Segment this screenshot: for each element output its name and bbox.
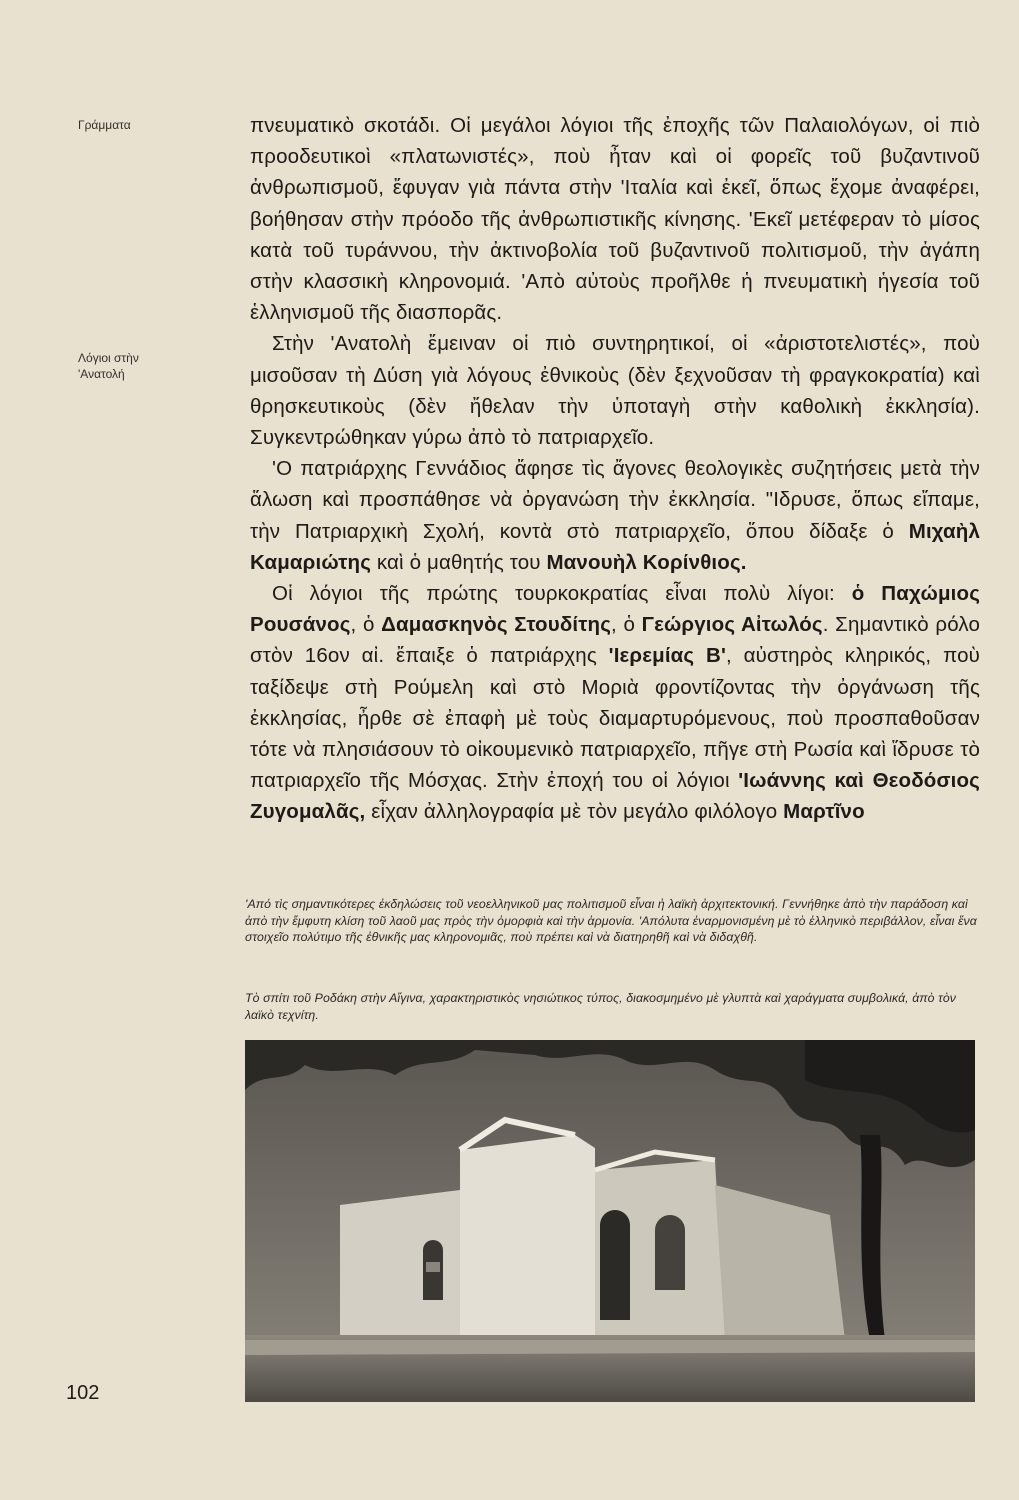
paragraph [250, 328, 980, 453]
text-segment: . Σημαντικὸ ρόλο στὸν 16ον αἰ. ἔπαιξε ὁ πατριάρχης [250, 613, 980, 668]
bold-name: Μανουὴλ Κορίνθιος. [546, 550, 747, 574]
bold-name: Μιχαὴλ Καμαριώτης [250, 519, 980, 574]
house-photo-drawing [245, 1040, 975, 1402]
text-segment: καὶ ὁ μαθητής του [371, 550, 547, 574]
photo-caption: Τὸ σπίτι τοῦ Ροδάκη στὴν Αἴγινα, χαρακτηριστικὸς νησιώτικος τύπος, διακοσμημένο μὲ γλυπτὰ καὶ χαράγματα συμβολικά, ἀπὸ τὸν λαϊκὸ τεχνίτη. [245, 991, 957, 1022]
bold-name: Γεώργιος Αἰτωλός [641, 613, 823, 637]
footnote: 'Από τὶς σημαντικότερες ἐκδηλώσεις τοῦ νεοελληνικοῦ μας πολιτισμοῦ εἶναι ἡ λαϊκὴ ἀρχιτεκτονική. Γεννήθηκε ἀπὸ τὴν παράδοση καὶ ἀπὸ τὴν ἔμφυτη κλίση τοῦ λαοῦ μας πρὸς τὴν ὁμορφιὰ καὶ τὴν ἁρμονία. 'Απόλυτα ἐναρμονισμένη μὲ τὸ ἑλληνικὸ περιβάλλον, εἶναι ἕνα στοιχεῖο πολύτιμο τῆς ἐθνικῆς μας κληρονομιᾶς, ποὺ πρέπει καὶ νὰ διατηρηθῆ καὶ νὰ διδαχθῆ. [245, 897, 977, 944]
text-segment: , ὁ [350, 613, 382, 637]
margin-note-logioi-line1: Λόγιοι στὴν [78, 351, 139, 365]
paragraph [250, 578, 980, 828]
house-photograph [245, 1040, 975, 1402]
margin-note-logioi [78, 350, 198, 382]
text-segment: , αὐστηρὸς κληρικός, ποὺ ταξίδεψε στὴ Ρούμελη καὶ στὸ Μοριὰ φροντίζοντας τὴν ὀργάνωση τῆς ἐκκλησίας, ἦρθε σὲ ἐπαφὴ μὲ τοὺς διαμαρτυρόμενους, ποὺ προσπαθοῦσαν τότε νὰ πλησιάσουν τὸ οἰκουμενικὸ πατριαρχεῖο, πῆγε στὴ Ρωσία καὶ ἵδρυσε τὸ πατριαρχεῖο τῆς Μόσχας. Στὴν ἐποχή του οἱ λόγιοι [250, 644, 981, 793]
margin-note-logioi-line2: 'Ανατολή [78, 367, 125, 381]
text-segment: , ὁ [611, 613, 642, 637]
text-segment: Στὴν 'Ανατολὴ ἔμειναν οἱ πιὸ συντηρητικοί, οἱ «ἀριστοτελιστές», ποὺ μισοῦσαν τὴ Δύση γιὰ λόγους ἐθνικοὺς (δὲν ξεχνοῦσαν τὴ φραγκοκρατία) καὶ θρησκευτικοὺς (δὲν ἤθελαν τὴν ὑποταγὴ στὴν καθολικὴ ἐκκλησία). Συγκεντρώθηκαν γύρω ἀπὸ τὸ πατριαρχεῖο. [250, 332, 980, 450]
margin-note-grammata: Γράμματα [78, 118, 131, 132]
bold-name: Δαμασκηνὸς Στουδίτης [381, 613, 612, 637]
text-segment: εἶχαν ἀλληλογραφία μὲ τὸν μεγάλο φιλόλογο [365, 800, 784, 824]
body-text [250, 110, 980, 828]
page-number: 102 [66, 1382, 100, 1404]
text-segment: πνευματικὸ σκοτάδι. Οἱ μεγάλοι λόγιοι τῆς ἐποχῆς τῶν Παλαιολόγων, οἱ πιὸ προοδευτικοὶ «πλατωνιστές», ποὺ ἦταν καὶ οἱ φορεῖς τοῦ βυζαντινοῦ ἀνθρωπισμοῦ, ἔφυγαν γιὰ πάντα στὴν 'Ιταλία καὶ ἐκεῖ, ὅπως ἔχομε ἀναφέρει, βοήθησαν στὴν πρόοδο τῆς ἀνθρωπιστικῆς κίνησης. 'Εκεῖ μετέφεραν τὸ μίσος κατὰ τοῦ τυράννου, τὴν ἀκτινοβολία τοῦ βυζαντινοῦ πολιτισμοῦ, τὴν ἀγάπη στὴν κλασσικὴ κληρονομιά. 'Απὸ αὐτοὺς προῆλθε ἡ πνευματικὴ ἡγεσία τοῦ ἑλληνισμοῦ τῆς διασπορᾶς. [250, 114, 980, 325]
paragraph [250, 453, 980, 578]
bold-name: Μαρτῖνο [783, 800, 865, 824]
bold-name: 'Ιωάννης καὶ Θεοδόσιος Ζυγομαλᾶς, [250, 769, 980, 824]
bold-name: 'Ιερεμίας Β' [608, 644, 727, 668]
paragraph [250, 110, 980, 328]
bold-name: ὁ Παχώμιος Ρουσάνος [250, 582, 981, 637]
text-segment: 'Ο πατριάρχης Γεννάδιος ἄφησε τὶς ἄγονες θεολογικὲς συζητήσεις μετὰ τὴν ἅλωση καὶ προσπάθησε νὰ ὀργανώση τὴν ἐκκλησία. "Ιδρυσε, ὅπως εἴπαμε, τὴν Πατριαρχικὴ Σχολή, κοντὰ στὸ πατριαρχεῖο, ὅπου δίδαξε ὁ [250, 457, 980, 543]
text-segment: Οἱ λόγιοι τῆς πρώτης τουρκοκρατίας εἶναι πολὺ λίγοι: [272, 582, 852, 606]
